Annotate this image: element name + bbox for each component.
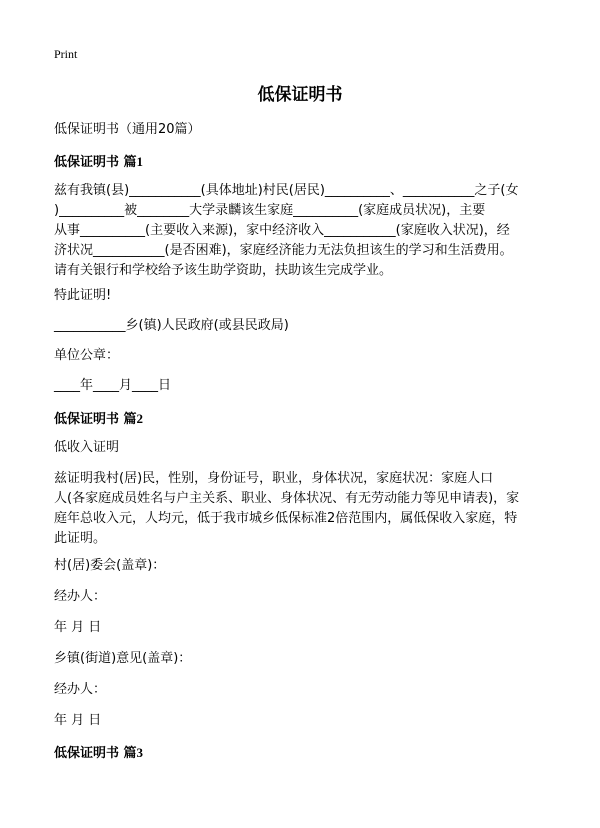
section-2-body-line: 人(各家庭成员姓名与户主关系、职业、身体状况、有无劳动能力等见申请表)，家 bbox=[54, 491, 520, 506]
section-2-handler: 经办人： bbox=[54, 589, 107, 604]
section-1-body-line: 从事__________(主要收入来源)，家中经济收入___________(家庭收入状况)，经 bbox=[54, 223, 510, 238]
section-1-heading-text: 低保证明书 bbox=[54, 155, 120, 170]
section-2-heading-text: 低保证明书 bbox=[54, 412, 120, 427]
section-2-body-line: 此证明。 bbox=[54, 531, 107, 546]
section-1-date: ____年____月____日 bbox=[54, 378, 172, 393]
section-1-body bbox=[54, 181, 554, 281]
page-title: 低保证明书 bbox=[257, 85, 343, 105]
section-1-heading-number: 篇1 bbox=[123, 154, 144, 169]
section-2-township-opinion: 乡镇(街道)意见(盖章)： bbox=[54, 651, 192, 666]
section-1-authority: ___________乡(镇)人民政府(或县民政局) bbox=[54, 318, 289, 333]
section-2-village-seal: 村(居)委会(盖章)： bbox=[54, 558, 166, 573]
section-1-closing: 特此证明! bbox=[54, 288, 112, 303]
section-3-heading-number: 篇3 bbox=[123, 745, 144, 760]
section-2-date: 年 月 日 bbox=[54, 620, 102, 635]
section-2-body bbox=[54, 469, 554, 549]
section-1-body-line: 济状况___________(是否困难)，家庭经济能力无法负担该生的学习和生活费用。 bbox=[54, 243, 513, 258]
section-2-date-2: 年 月 日 bbox=[54, 713, 102, 728]
section-2-body-line: 兹证明我村(居)民，性别，身份证号，职业，身体状况，家庭状况：家庭人口 bbox=[54, 471, 494, 486]
print-link[interactable]: Print bbox=[54, 47, 78, 61]
section-1-heading bbox=[54, 151, 143, 170]
section-3-heading-text: 低保证明书 bbox=[54, 746, 120, 761]
section-2-body-line: 庭年总收入元，人均元，低于我市城乡低保标准2倍范围内，属低保收入家庭，特 bbox=[54, 511, 518, 526]
section-3-heading bbox=[54, 742, 143, 761]
section-2-handler-2: 经办人： bbox=[54, 682, 107, 697]
section-2-heading bbox=[54, 408, 143, 427]
section-2-heading-number: 篇2 bbox=[123, 411, 144, 426]
section-2-title-line: 低收入证明 bbox=[54, 440, 120, 455]
section-1-seal: 单位公章： bbox=[54, 348, 120, 363]
section-1-body-line: 请有关银行和学校给予该生助学资助，扶助该生完成学业。 bbox=[54, 263, 393, 278]
document-subtitle: 低保证明书（通用20篇） bbox=[54, 122, 201, 137]
section-1-body-line: 兹有我镇(县)___________(具体地址)村民(居民)__________、___________之子(女 bbox=[54, 183, 519, 198]
section-1-body-line: )__________被________大学录麟该生家庭__________(家庭成员状况)，主要 bbox=[54, 203, 486, 218]
